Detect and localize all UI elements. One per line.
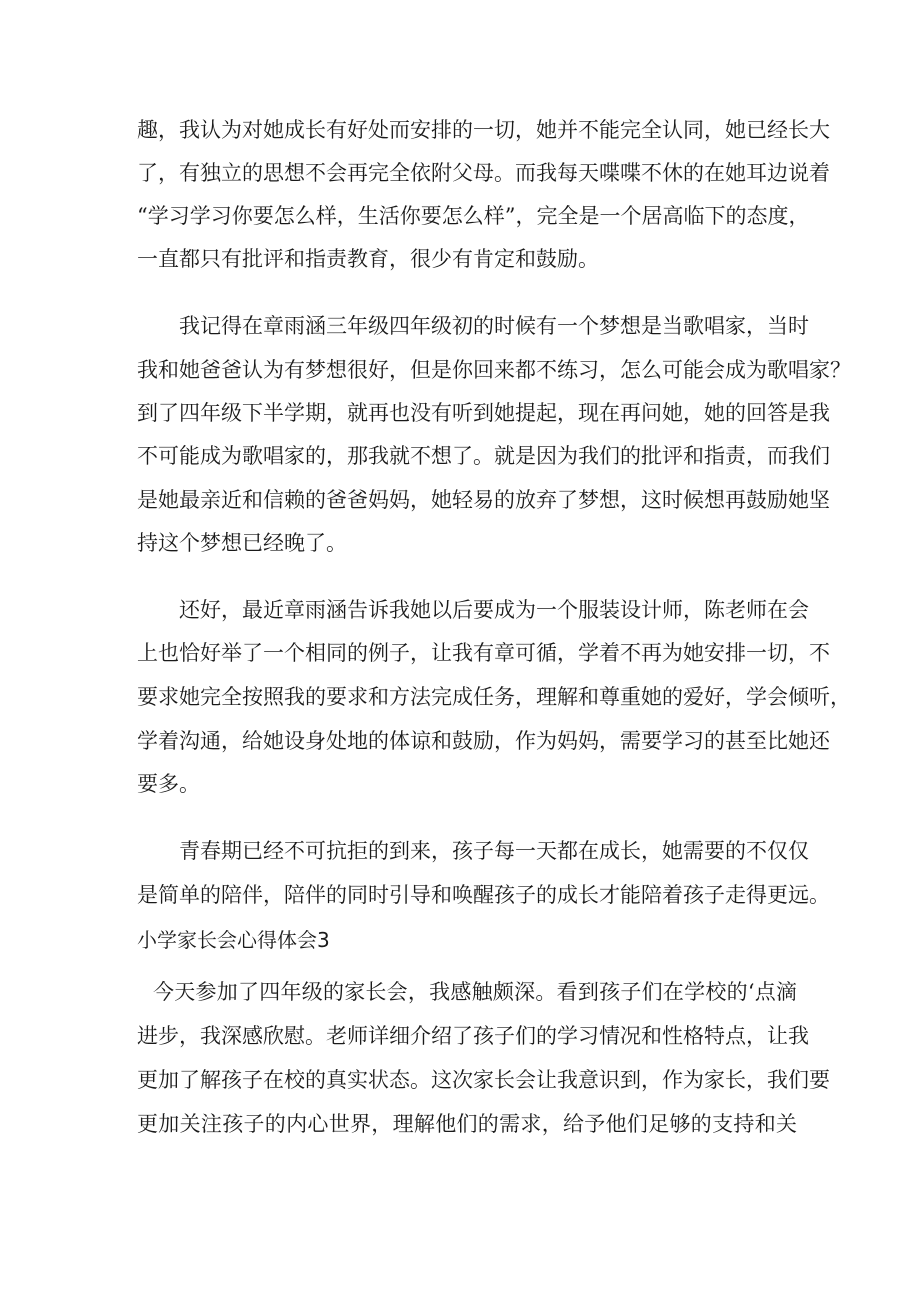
paragraph-2-line-3: 到了四年级下半学期，就再也没有听到她提起，现在再问她，她的回答是我 xyxy=(137,401,830,425)
paragraph-4-line-1: 青春期已经不可抗拒的到来，孩子每一天都在成长，她需要的不仅仅 xyxy=(179,839,809,863)
final-paragraph-line-1: 今天参加了四年级的家长会，我感触颇深。看到孩子们在学校的‘点滴 xyxy=(153,980,797,1004)
paragraph-3-line-3: 要求她完全按照我的要求和方法完成任务，理解和尊重她的爱好，学会倾听， xyxy=(137,685,851,709)
paragraph-3-line-2: 上也恰好举了一个相同的例子，让我有章可循，学着不再为她安排一切，不 xyxy=(137,641,830,665)
paragraph-2-line-5: 是她最亲近和信赖的爸爸妈妈，她轻易的放弃了梦想，这时候想再鼓励她坚 xyxy=(137,488,830,512)
paragraph-2-line-4: 不可能成为歌唱家的，那我就不想了。就是因为我们的批评和指责，而我们 xyxy=(137,444,830,468)
paragraph-1-line-2: 了，有独立的思想不会再完全依附父母。而我每天喋喋不休的在她耳边说着 xyxy=(137,161,830,185)
paragraph-1-line-3: “学习学习你要怎么样，生活你要怎么样”，完全是一个居高临下的态度， xyxy=(137,204,810,228)
final-paragraph-line-2: 进步，我深感欣慰。老师详细介绍了孩子们的学习情况和性格特点，让我 xyxy=(137,1024,809,1048)
paragraph-2-line-6: 持这个梦想已经晚了。 xyxy=(137,531,347,555)
paragraph-1-line-4: 一直都只有批评和指责教育，很少有肯定和鼓励。 xyxy=(137,247,599,271)
section-heading: 小学家长会心得体会3 xyxy=(137,928,330,952)
final-paragraph-line-3: 更加了解孩子在校的真实状态。这次家长会让我意识到，作为家长，我们要 xyxy=(137,1068,830,1092)
paragraph-2-line-1: 我记得在章雨涵三年级四年级初的时候有一个梦想是当歌唱家，当时 xyxy=(179,314,809,338)
paragraph-1-line-1: 趣，我认为对她成长有好处而安排的一切，她并不能完全认同，她已经长大 xyxy=(137,118,830,142)
paragraph-3-line-1: 还好，最近章雨涵告诉我她以后要成为一个服装设计师，陈老师在会 xyxy=(179,598,809,622)
paragraph-2-line-2: 我和她爸爸认为有梦想很好，但是你回来都不练习，怎么可能会成为歌唱家？ xyxy=(137,358,851,382)
paragraph-3-line-5: 要多。 xyxy=(137,772,200,796)
final-paragraph-line-4: 更加关注孩子的内心世界，理解他们的需求，给予他们足够的支持和关 xyxy=(137,1112,797,1136)
paragraph-4-line-2: 是简单的陪伴，陪伴的同时引导和唤醒孩子的成长才能陪着孩子走得更远。 xyxy=(137,883,830,907)
paragraph-3-line-4: 学着沟通，给她设身处地的体谅和鼓励，作为妈妈，需要学习的甚至比她还 xyxy=(137,729,830,753)
